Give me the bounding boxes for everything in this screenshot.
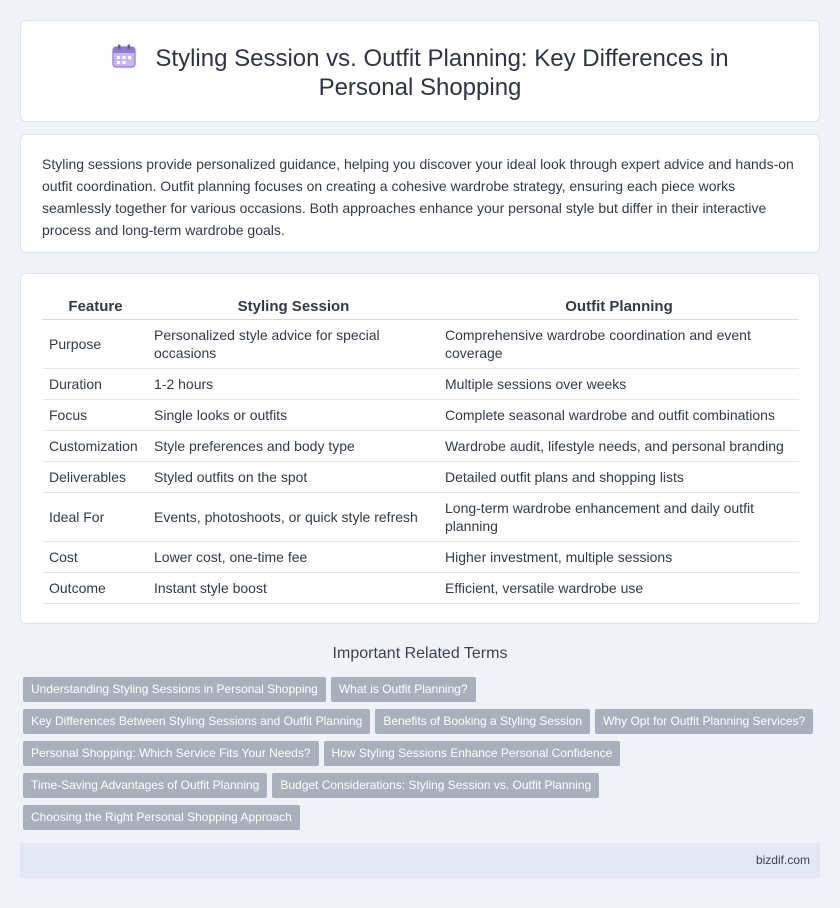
related-term-tag[interactable]: Benefits of Booking a Styling Session	[375, 709, 590, 734]
intro-text: Styling sessions provide personalized guidance, helping you discover your ideal look through expert advice and hands-on outfit coordination. Outfit planning focuses on creating a cohesive wardrobe strategy, ensuring each piece works seamlessly together for various occasions. Both approaches enhance your personal style but differ in their interactive process and long-term wardrobe goals.	[42, 156, 794, 238]
tag-row	[23, 773, 823, 805]
related-terms-tags	[23, 677, 823, 837]
tag-row	[23, 677, 823, 709]
intro-card	[20, 134, 820, 253]
styling-session-cell: Single looks or outfits	[148, 399, 439, 430]
related-term-tag[interactable]: What is Outfit Planning?	[331, 677, 476, 702]
table-row	[43, 461, 799, 492]
footer-bar	[20, 843, 820, 878]
styling-session-cell: 1-2 hours	[148, 368, 439, 399]
feature-cell: Outcome	[43, 572, 148, 603]
header-outfit-planning: Outfit Planning	[439, 294, 799, 319]
related-term-tag[interactable]: Key Differences Between Styling Sessions and Outfit Planning	[23, 709, 370, 734]
tag-row	[23, 709, 823, 741]
feature-cell: Duration	[43, 368, 148, 399]
feature-cell: Cost	[43, 541, 148, 572]
calendar-icon	[111, 43, 137, 69]
styling-session-cell: Style preferences and body type	[148, 430, 439, 461]
related-term-tag[interactable]: Budget Considerations: Styling Session vs. Outfit Planning	[272, 773, 599, 798]
feature-cell: Purpose	[43, 319, 148, 368]
comparison-table	[43, 294, 799, 604]
tag-row	[23, 741, 823, 773]
outfit-planning-cell: Higher investment, multiple sessions	[439, 541, 799, 572]
table-row	[43, 399, 799, 430]
comparison-card	[20, 273, 820, 624]
header-styling-session: Styling Session	[148, 294, 439, 319]
outfit-planning-cell: Complete seasonal wardrobe and outfit combinations	[439, 399, 799, 430]
outfit-planning-cell: Detailed outfit plans and shopping lists	[439, 461, 799, 492]
related-term-tag[interactable]: How Styling Sessions Enhance Personal Confidence	[324, 741, 621, 766]
table-row	[43, 541, 799, 572]
tag-row	[23, 805, 823, 837]
outfit-planning-cell: Comprehensive wardrobe coordination and event coverage	[439, 319, 799, 368]
outfit-planning-cell: Wardrobe audit, lifestyle needs, and personal branding	[439, 430, 799, 461]
styling-session-cell: Personalized style advice for special occasions	[148, 319, 439, 368]
related-term-tag[interactable]: Understanding Styling Sessions in Personal Shopping	[23, 677, 326, 702]
styling-session-cell: Instant style boost	[148, 572, 439, 603]
outfit-planning-cell: Multiple sessions over weeks	[439, 368, 799, 399]
table-row	[43, 368, 799, 399]
styling-session-cell: Styled outfits on the spot	[148, 461, 439, 492]
related-term-tag[interactable]: Personal Shopping: Which Service Fits Your Needs?	[23, 741, 319, 766]
feature-cell: Focus	[43, 399, 148, 430]
footer-site-link[interactable]: bizdif.com	[755, 853, 810, 867]
outfit-planning-cell: Long-term wardrobe enhancement and daily outfit planning	[439, 492, 799, 541]
table-row	[43, 319, 799, 368]
header-feature: Feature	[43, 294, 148, 319]
page-title-wrap	[61, 43, 779, 102]
header-card	[20, 20, 820, 122]
related-term-tag[interactable]: Time-Saving Advantages of Outfit Planning	[23, 773, 267, 798]
feature-cell: Ideal For	[43, 492, 148, 541]
styling-session-cell: Events, photoshoots, or quick style refresh	[148, 492, 439, 541]
related-term-tag[interactable]: Why Opt for Outfit Planning Services?	[595, 709, 813, 734]
page-title: Styling Session vs. Outfit Planning: Key Differences in Personal Shopping	[155, 45, 729, 101]
outfit-planning-cell: Efficient, versatile wardrobe use	[439, 572, 799, 603]
related-term-tag[interactable]: Choosing the Right Personal Shopping Approach	[23, 805, 300, 830]
table-row	[43, 572, 799, 603]
table-header-row	[43, 294, 799, 319]
related-terms-title: Important Related Terms	[332, 645, 508, 662]
feature-cell: Customization	[43, 430, 148, 461]
table-row	[43, 430, 799, 461]
feature-cell: Deliverables	[43, 461, 148, 492]
table-row	[43, 492, 799, 541]
styling-session-cell: Lower cost, one-time fee	[148, 541, 439, 572]
